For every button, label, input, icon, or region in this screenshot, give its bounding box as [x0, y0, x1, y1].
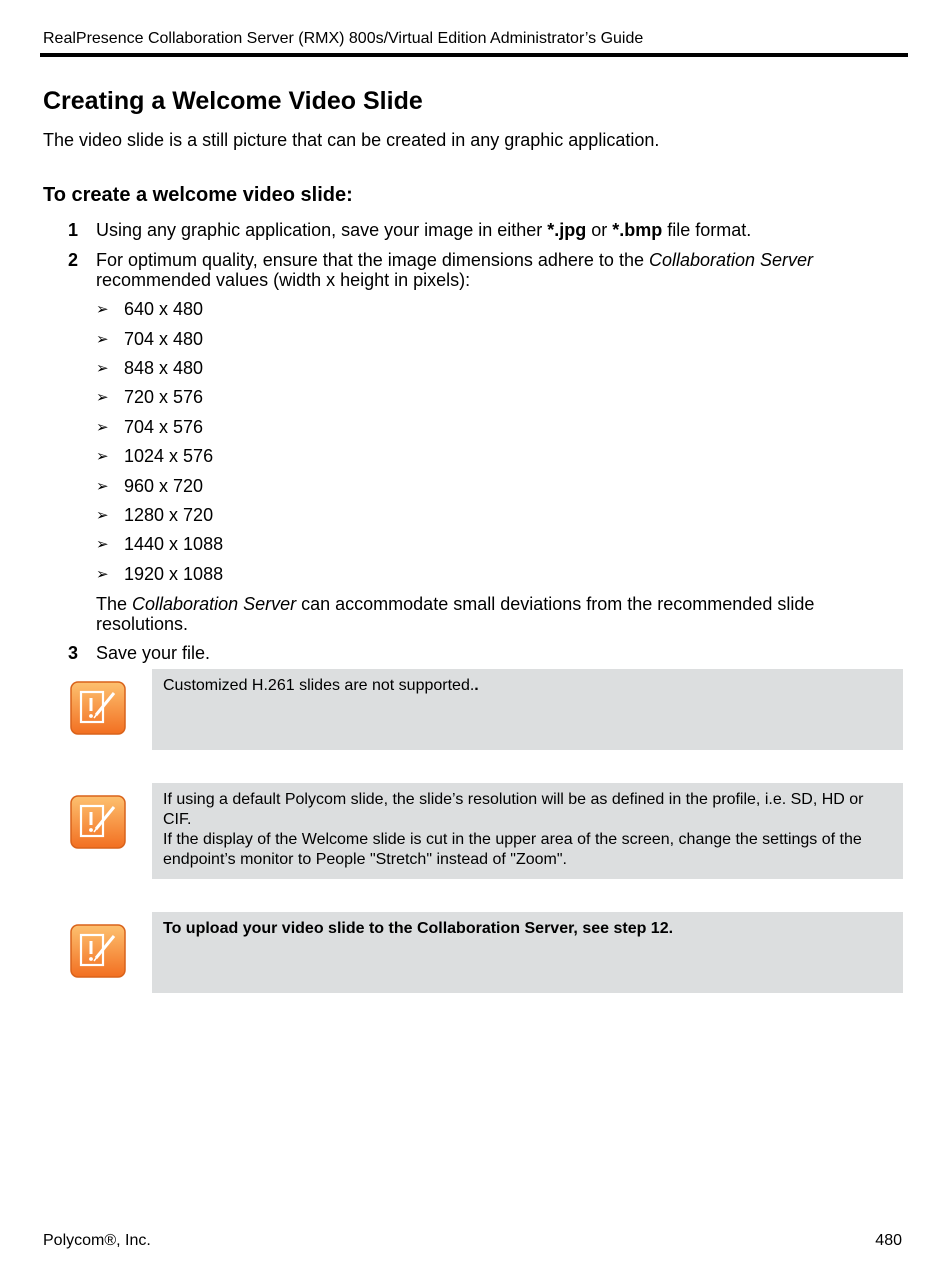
step-text-part: or — [586, 220, 613, 240]
step-1-text — [96, 220, 876, 240]
arrow-bullet-icon: ➢ — [96, 506, 109, 524]
arrow-bullet-icon: ➢ — [96, 418, 109, 436]
arrow-bullet-icon: ➢ — [96, 565, 109, 583]
note-text: Customized H.261 slides are not supported.. — [163, 677, 479, 694]
note-box — [152, 783, 903, 879]
step-text-part: The — [96, 594, 133, 614]
intro-paragraph: The video slide is a still picture that can be created in any graphic application. — [43, 130, 660, 150]
step-number: 3 — [68, 643, 79, 663]
page-number: 480 — [875, 1232, 902, 1249]
step-number: 1 — [68, 220, 79, 240]
product-name: Collaboration Server — [648, 250, 814, 270]
arrow-bullet-icon: ➢ — [96, 477, 109, 495]
note-icon — [70, 681, 126, 735]
step-3-text: Save your file. — [96, 643, 211, 663]
step-text-part: can accommodate small deviations from the recommended slide resolutions. — [96, 594, 815, 634]
jpg-extension: *.jpg — [547, 220, 587, 240]
arrow-bullet-icon: ➢ — [96, 447, 109, 465]
step-2-followup — [96, 594, 876, 634]
note-text: To upload your video slide to the Collaboration Server, see step 12. — [163, 920, 674, 937]
note-icon — [70, 924, 126, 978]
bmp-extension: *.bmp — [612, 220, 663, 240]
step-text-part: file format. — [662, 220, 752, 240]
procedure-title: To create a welcome video slide: — [43, 184, 353, 206]
step-text-part: Using any graphic application, save your image in either — [96, 220, 548, 240]
arrow-bullet-icon: ➢ — [96, 330, 109, 348]
note-box — [152, 669, 903, 750]
arrow-bullet-icon: ➢ — [96, 359, 109, 377]
note-text: If using a default Polycom slide, the slide’s resolution will be as defined in the profile, i.e. SD, HD or CIF. — [163, 791, 864, 828]
note-text: If the display of the Welcome slide is cut in the upper area of the screen, change the settings of the endpoint’s monitor to People "Stretch" instead of "Zoom". — [163, 831, 862, 868]
arrow-bullet-icon: ➢ — [96, 300, 109, 318]
step-2-text — [96, 250, 876, 290]
running-header: RealPresence Collaboration Server (RMX) 800s/Virtual Edition Administrator’s Guide — [43, 30, 644, 47]
arrow-bullet-icon: ➢ — [96, 535, 109, 553]
step-text-part: recommended values (width x height in pixels): — [96, 270, 471, 290]
arrow-bullet-icon: ➢ — [96, 388, 109, 406]
header-rule — [40, 53, 908, 57]
footer-company: Polycom®, Inc. — [43, 1232, 151, 1249]
section-title: Creating a Welcome Video Slide — [43, 87, 423, 115]
note-box — [152, 912, 903, 993]
note-icon — [70, 795, 126, 849]
step-text-part: For optimum quality, ensure that the image dimensions adhere to the — [96, 250, 649, 270]
product-name: Collaboration Server — [132, 594, 297, 614]
step-number: 2 — [68, 250, 79, 270]
